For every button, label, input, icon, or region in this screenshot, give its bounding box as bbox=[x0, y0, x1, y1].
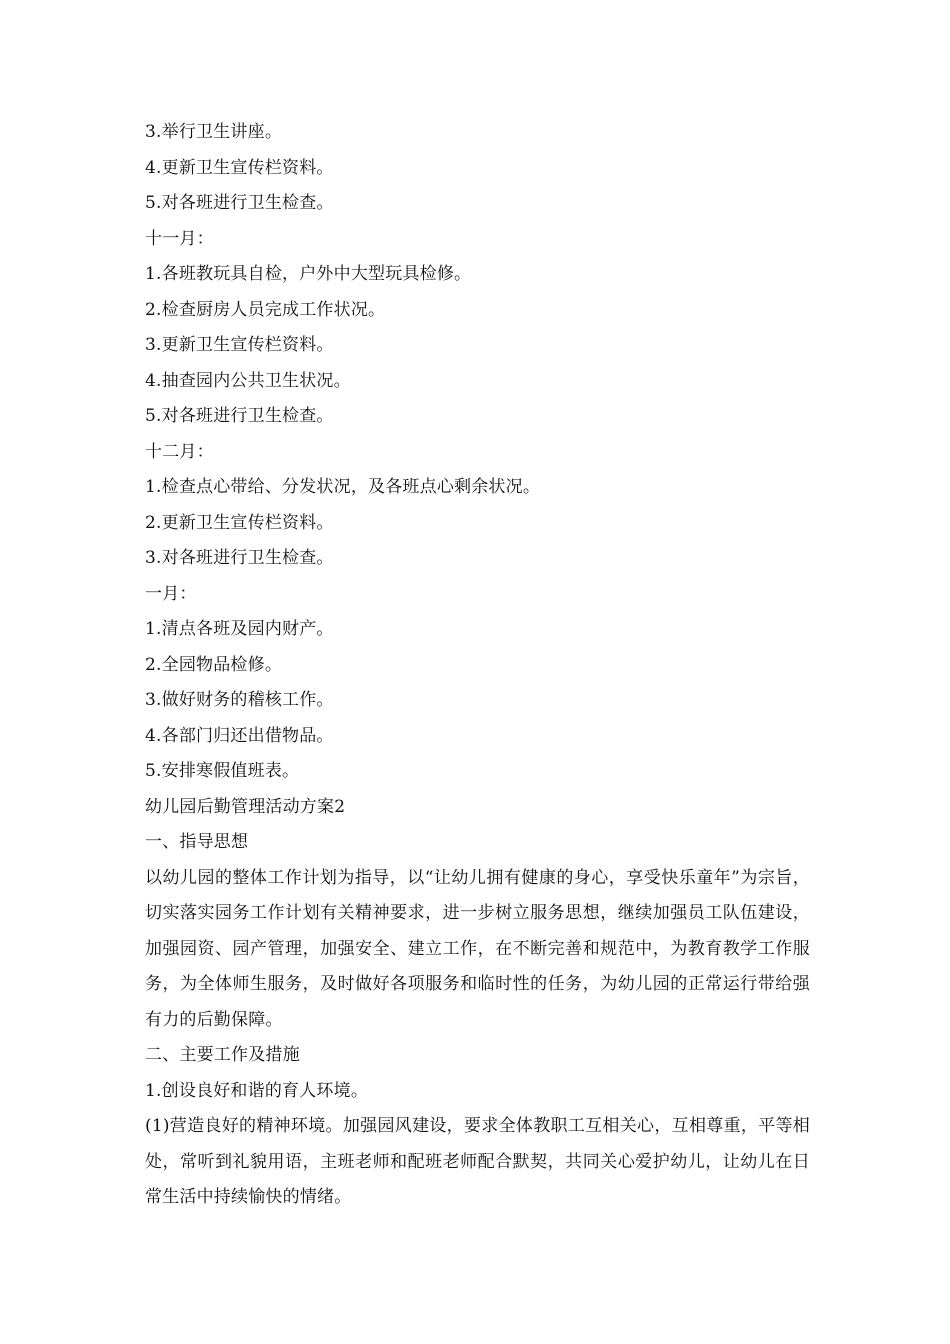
text-line: 3.举行卫生讲座。 bbox=[145, 122, 283, 142]
text-line: 4.更新卫生宣传栏资料。 bbox=[145, 157, 334, 178]
section-heading-guiding: 一、指导思想 bbox=[145, 832, 249, 852]
section-heading-main-work: 二、主要工作及措施 bbox=[145, 1045, 300, 1065]
text-line: 1.各班教玩具自检，户外中大型玩具检修。 bbox=[145, 264, 472, 284]
plan-title: 幼儿园后勤管理活动方案2 bbox=[145, 796, 346, 817]
item-one-title: 1.创设良好和谐的育人环境。 bbox=[145, 1080, 369, 1101]
text-line: 2.更新卫生宣传栏资料。 bbox=[145, 512, 334, 533]
month-heading-november: 十一月： bbox=[145, 228, 214, 249]
month-heading-january: 一月： bbox=[145, 583, 197, 604]
document-page bbox=[145, 115, 810, 1216]
text-line: 1.检查点心带给、分发状况，及各班点心剩余状况。 bbox=[145, 477, 541, 497]
text-line: 3.对各班进行卫生检查。 bbox=[145, 548, 334, 568]
guiding-paragraph: 以幼儿园的整体工作计划为指导，以“让幼儿拥有健康的身心，享受快乐童年”为宗旨，切实落实园务工作计划有关精神要求，进一步树立服务思想，继续加强员工队伍建设，加强园资、园产管理，加强安全、建立工作，在不断完善和规范中，为教育教学工作服务，为全体师生服务，及时做好各项服务和临时性的任务，为幼儿园的正常运行带给强有力的后勤保障。 bbox=[145, 867, 810, 1030]
text-line: 3.做好财务的稽核工作。 bbox=[145, 690, 334, 710]
item-one-paragraph: (1)营造良好的精神环境。加强园风建设，要求全体教职工互相关心，互相尊重，平等相处，常听到礼貌用语，主班老师和配班老师配合默契，共同关心爱护幼儿，让幼儿在日常生活中持续愉快的情绪。 bbox=[145, 1116, 810, 1207]
text-line: 3.更新卫生宣传栏资料。 bbox=[145, 335, 334, 355]
text-line: 5.对各班进行卫生检查。 bbox=[145, 193, 334, 213]
text-line: 1.清点各班及园内财产。 bbox=[145, 619, 334, 639]
text-line: 5.对各班进行卫生检查。 bbox=[145, 406, 334, 426]
text-line: 2.检查厨房人员完成工作状况。 bbox=[145, 299, 386, 320]
text-line: 2.全园物品检修。 bbox=[145, 654, 283, 675]
text-line: 4.各部门归还出借物品。 bbox=[145, 725, 334, 746]
text-line: 5.安排寒假值班表。 bbox=[145, 761, 300, 781]
text-line: 4.抽查园内公共卫生状况。 bbox=[145, 370, 351, 391]
month-heading-december: 十二月： bbox=[145, 441, 214, 462]
